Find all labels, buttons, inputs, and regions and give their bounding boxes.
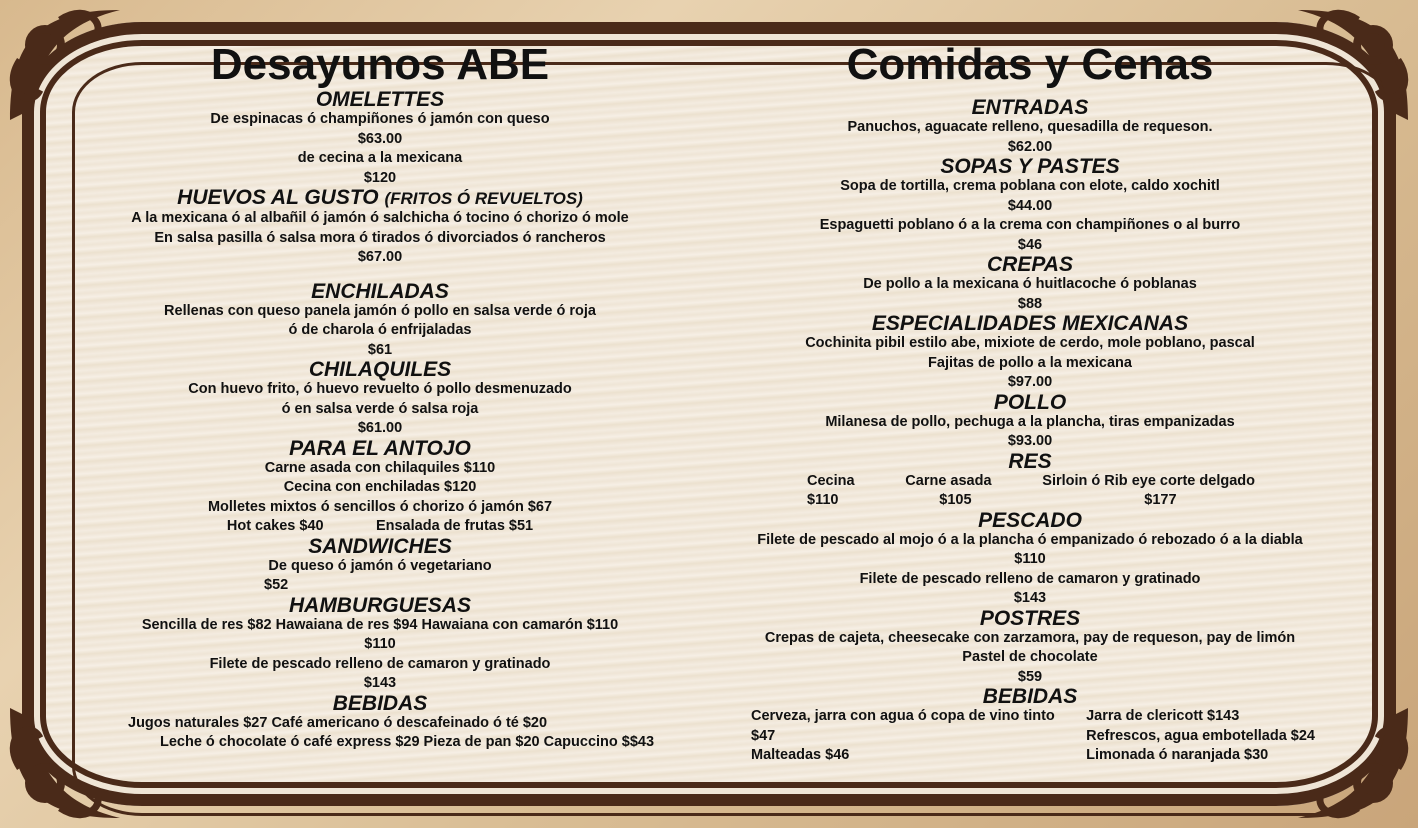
section-heading-huevos-sub: (FRITOS Ó REVUELTOS) (384, 189, 583, 208)
menu-item-name: Sirloin ó Rib eye corte delgado (1042, 472, 1255, 489)
section-heading-sopas: SOPAS Y PASTES (940, 155, 1120, 178)
menu-line: Fajitas de pollo a la mexicana (928, 354, 1132, 371)
menu-price: $143 (1013, 590, 1047, 606)
menu-price: $63.00 (357, 130, 403, 147)
menu-line: Panuchos, aguacate relleno, quesadilla de requeson. (847, 119, 1213, 135)
menu-line: de cecina a la mexicana (297, 150, 463, 166)
res-item-cecina (807, 472, 855, 511)
menu-line (110, 517, 650, 537)
menu-line: Jugos naturales $27 Café americano ó descafeinado ó té $20 (128, 714, 548, 731)
menu-line: Pastel de chocolate (962, 649, 1098, 665)
menu-item-name: Carne asada (905, 472, 992, 489)
menu-price: $44.00 (1007, 197, 1053, 214)
menu-price: $62.00 (1007, 138, 1053, 155)
section-heading-antojo: PARA EL ANTOJO (289, 436, 471, 460)
menu-price: $110 (807, 492, 839, 508)
menu-line: Filete de pescado al mojo ó a la plancha ó empanizado ó rebozado ó a la diabla (757, 531, 1303, 548)
menu-line: De queso ó jamón ó vegetariano (268, 557, 492, 574)
menu-price: $88 (1017, 295, 1043, 312)
menu-line: Rellenas con queso panela jamón ó pollo en salsa verde ó roja (164, 302, 596, 319)
section-heading-huevos (110, 188, 650, 209)
section-heading-omelettes: OMELETTES (315, 88, 445, 111)
bebidas-left (751, 707, 1055, 766)
menu-line: Sopa de tortilla, crema poblana con elote, caldo xochitl (840, 178, 1220, 194)
section-heading-entradas: ENTRADAS (971, 96, 1089, 119)
menu-price: $110 (364, 636, 396, 652)
bebidas-right (1086, 707, 1315, 766)
menu-line: De pollo a la mexicana ó huitlacoche ó poblanas (863, 276, 1197, 292)
menu-line: Cochinita pibil estilo abe, mixiote de cerdo, mole poblano, pascal (805, 335, 1255, 351)
menu-price: $59 (1017, 668, 1043, 685)
dinner-title: Comidas y Cenas (846, 40, 1214, 89)
menu-price: $120 (363, 169, 397, 186)
menu-line: En salsa pasilla ó salsa mora ó tirados ó divorciados ó rancheros (154, 229, 606, 246)
menu-item-hotcakes: Hot cakes $40 (226, 518, 324, 534)
menu-line: Carne asada con chilaquiles $110 (264, 459, 496, 476)
menu-line: De espinacas ó champiñones ó jamón con queso (210, 111, 550, 127)
menu-price: $97.00 (1007, 374, 1053, 390)
menu-price: $177 (1144, 492, 1177, 508)
menu-price: $46 (1017, 236, 1043, 253)
breakfast-column (110, 40, 655, 753)
menu-line: Filete de pescado relleno de camaron y gratinado (209, 655, 551, 672)
section-heading-bebidas-cenas: BEBIDAS (982, 685, 1078, 708)
section-heading-postres: POSTRES (979, 606, 1081, 630)
bebidas-list (745, 707, 1315, 766)
dinner-column (745, 40, 1315, 766)
menu-line: Crepas de cajeta, cheesecake con zarzamora, pay de requeson, pay de limón (764, 629, 1296, 646)
section-heading-enchiladas: ENCHILADAS (311, 279, 449, 303)
menu-price: $143 (363, 675, 397, 691)
menu-price: $93.00 (1007, 433, 1053, 449)
menu-price: $110 (1014, 551, 1046, 567)
menu-line: Limonada ó naranjada $30 (1086, 747, 1269, 763)
menu-line: Milanesa de pollo, pechuga a la plancha, tiras empanizadas (825, 413, 1235, 430)
menu-line: Espaguetti poblano ó a la crema con champiñones o al burro (819, 217, 1241, 233)
section-heading-sandwiches: SANDWICHES (308, 534, 452, 558)
section-heading-chilaquiles: CHILAQUILES (308, 358, 452, 381)
menu-line: Cecina con enchiladas $120 (283, 479, 477, 495)
menu-line: Con huevo frito, ó huevo revuelto ó pollo desmenuzado (188, 381, 572, 397)
menu-line: Sencilla de res $82 Hawaiana de res $94 Hawaiana con camarón $110 (141, 616, 619, 633)
menu-line: Leche ó chocolate ó café express $29 Pieza de pan $20 Capuccino $$43 (160, 734, 655, 750)
menu-item-name: Cecina (807, 472, 855, 489)
section-heading-huevos-main: HUEVOS AL GUSTO (177, 186, 379, 209)
menu-line: Cerveza, jarra con agua ó copa de vino tinto (751, 708, 1055, 724)
menu-price: $67.00 (357, 249, 403, 265)
section-heading-bebidas: BEBIDAS (332, 691, 428, 715)
menu-line: ó de charola ó enfrijaladas (288, 322, 472, 338)
section-heading-especialidades: ESPECIALIDADES MEXICANAS (871, 312, 1189, 335)
menu-line: A la mexicana ó al albañil ó jamón ó salchicha ó tocino ó chorizo ó mole (131, 210, 629, 226)
menu-line: Refrescos, agua embotellada $24 (1086, 727, 1315, 744)
menu-line: Molletes mixtos ó sencillos ó chorizo ó jamón $67 (207, 498, 553, 515)
menu-item-ensalada: Ensalada de frutas $51 (375, 518, 534, 534)
menu-price: $105 (939, 492, 972, 508)
menu-line: Jarra de clericott $143 (1086, 708, 1240, 724)
section-heading-crepas: CREPAS (987, 253, 1073, 276)
menu-line: Malteadas $46 (751, 747, 850, 763)
section-heading-pollo: POLLO (993, 390, 1067, 414)
res-item-carne-asada (905, 472, 991, 511)
res-item-sirloin (1042, 472, 1255, 511)
menu-line: ó en salsa verde ó salsa roja (281, 400, 479, 417)
res-items (745, 472, 1315, 511)
menu-price: $52 (264, 577, 289, 593)
section-heading-res: RES (1008, 449, 1052, 473)
menu-line: Filete de pescado relleno de camaron y gratinado (859, 570, 1201, 587)
menu-price: $61.00 (357, 420, 403, 436)
breakfast-title: Desayunos ABE (210, 40, 550, 89)
menu-price: $47 (751, 727, 776, 744)
section-heading-pescado: PESCADO (978, 508, 1082, 532)
section-heading-hamburguesas: HAMBURGUESAS (288, 593, 471, 617)
menu-price: $61 (367, 341, 393, 358)
